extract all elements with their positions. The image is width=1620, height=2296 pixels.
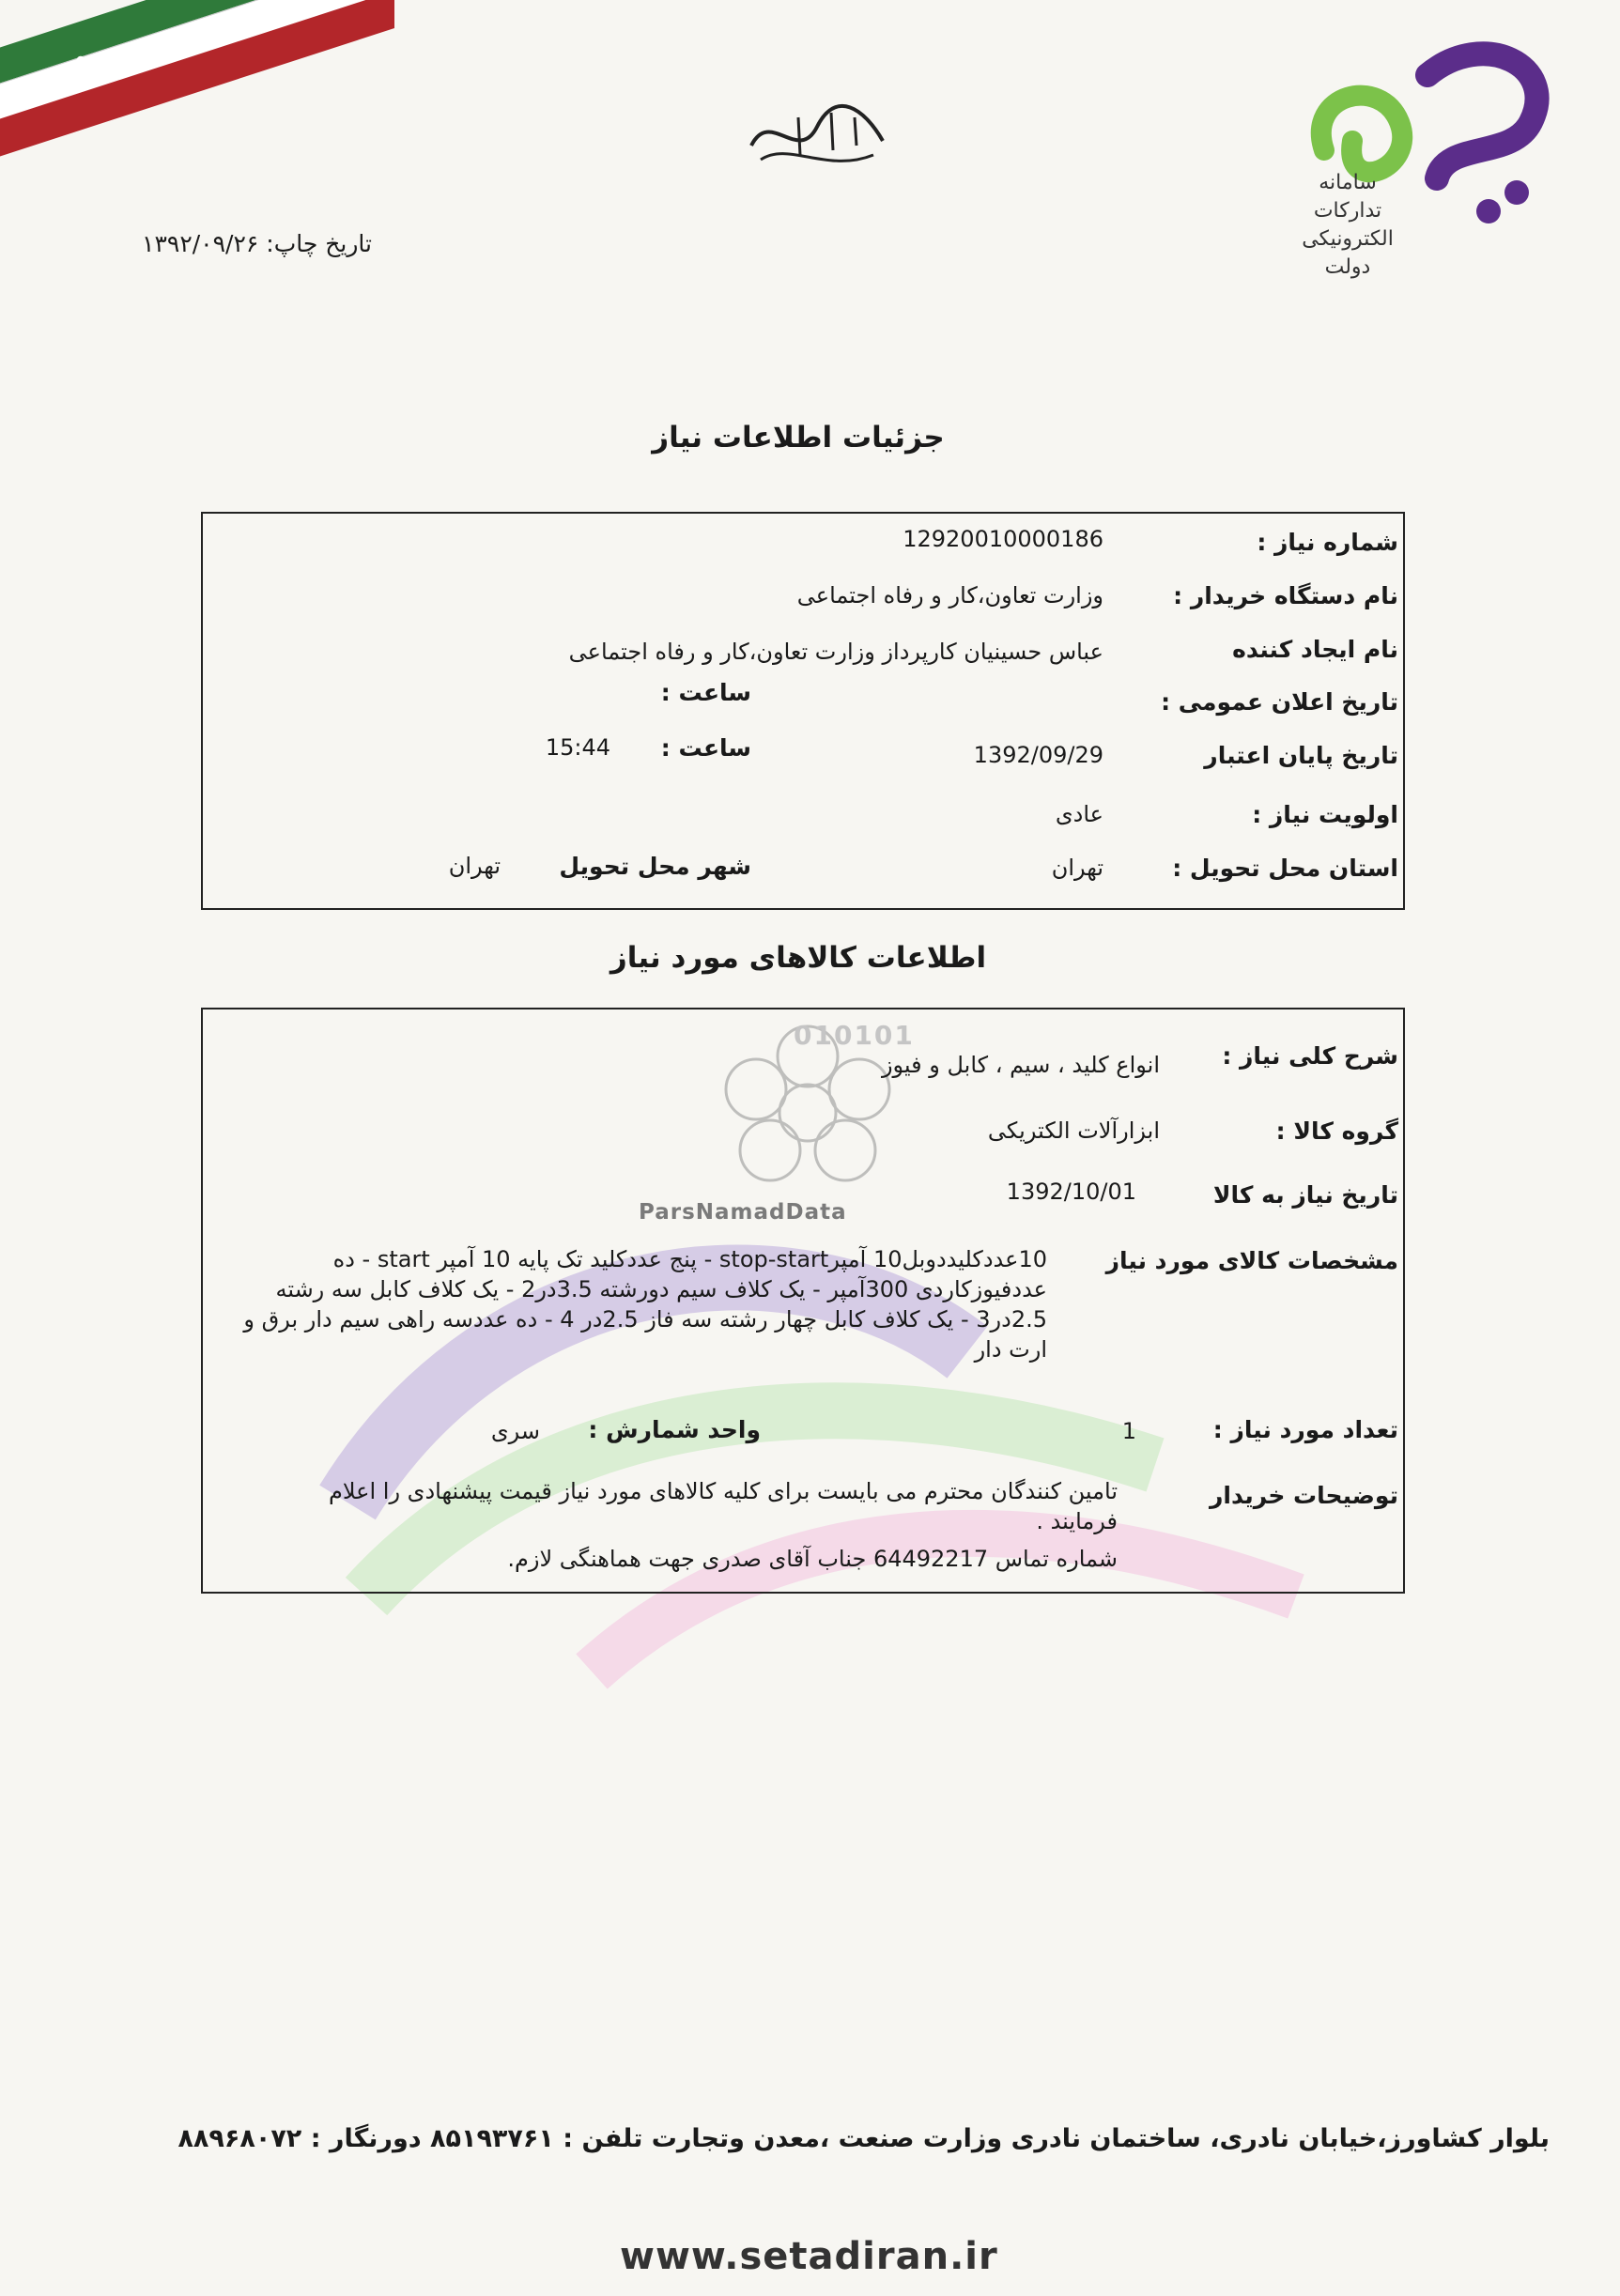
need-date-label: تاریخ نیاز به کالا	[1212, 1181, 1398, 1209]
buyer-org-label: نام دستگاه خریدار :	[1173, 582, 1398, 609]
province: تهران	[1051, 855, 1103, 881]
footer-url: www.setadiran.ir	[620, 2235, 998, 2278]
print-date: تاریخ چاپ: ۱۳۹۲/۰۹/۲۶	[142, 230, 372, 257]
goods-info-title: اطلاعات کالاهای مورد نیاز	[609, 941, 987, 975]
expiry-time-label: ساعت :	[660, 734, 751, 762]
bismillah-calligraphy	[742, 89, 892, 183]
iran-flag-band	[0, 0, 394, 178]
city-label: شهر محل تحویل	[559, 853, 751, 880]
creator-label: نام ایجاد کننده	[1232, 636, 1398, 663]
buyer-org: وزارت تعاون،کار و رفاه اجتماعی	[796, 582, 1103, 609]
iran-emblem-icon: ✿	[69, 51, 93, 84]
need-date: 1392/10/01	[1006, 1179, 1136, 1205]
creator: عباس حسینیان کارپرداز وزارت تعاون،کار و رفاه اجتماعی	[568, 639, 1103, 665]
expiry-date: 1392/09/29	[973, 742, 1103, 768]
city: تهران	[448, 853, 501, 879]
quantity-label: تعداد مورد نیاز :	[1212, 1416, 1398, 1443]
logo-text: سامانه تدارکات الکترونیکی دولت	[1302, 171, 1394, 279]
expiry-time: 15:44	[545, 734, 610, 761]
unit-label: واحد شمارش :	[588, 1416, 761, 1443]
footer-address: بلوار کشاورز،خیابان نادری، ساختمان نادری وزارت صنعت ،معدن وتجارت تلفن : ۸۵۱۹۳۷۶۱ دورنگار : ۸۸۹۶۸۰۷۲	[177, 2124, 1550, 2153]
specs-label: مشخصات کالای مورد نیاز	[1105, 1247, 1398, 1274]
need-details-title: جزئیات اطلاعات نیاز	[652, 421, 945, 455]
goods-group-label: گروه کالا :	[1275, 1117, 1398, 1145]
description: انواع کلید ، سیم ، کابل و فیوز	[881, 1052, 1160, 1078]
buyer-notes-line2: شماره تماس 64492217 جناب آقای صدری جهت هماهنگی لازم.	[507, 1546, 1118, 1572]
description-label: شرح کلی نیاز :	[1222, 1042, 1398, 1070]
buyer-notes-line1: تامین کنندگان محترم می بایست برای کلیه کالاهای مورد نیاز قیمت پیشنهادی را اعلام فرمایند .	[329, 1478, 1118, 1534]
expiry-date-label: تاریخ پایان اعتبار	[1204, 742, 1398, 769]
watermark-digits: 010101	[794, 1020, 915, 1051]
need-number-label: شماره نیاز :	[1257, 529, 1398, 556]
goods-specs: 10عددکلیددوبل10 آمپرstop-start - پنج عددکلید تک پایه 10 آمپر start - ده عددفیوزکاردی 300آمپر - یک کلاف سیم دورشته 3.5در2 - یک کلاف کابل سه رشته 2.5در3 - یک کلاف کابل چهار رشته سه فاز 2.5در 4 - ده عددسه راهی سیم دار برق و ارت دار	[243, 1246, 1047, 1363]
need-number: 12920010000186	[903, 526, 1103, 552]
quantity: 1	[1121, 1418, 1136, 1444]
watermark-text: ParsNamadData	[639, 1200, 847, 1225]
goods-group: ابزارآلات الکتریکی	[987, 1117, 1160, 1144]
buyer-notes-label: توضیحات خریدار	[1209, 1482, 1398, 1509]
province-label: استان محل تحویل :	[1172, 855, 1398, 882]
publish-date-label: تاریخ اعلان عمومی :	[1161, 688, 1398, 716]
publish-time-label: ساعت :	[660, 679, 751, 706]
unit: سری	[490, 1418, 540, 1444]
priority-label: اولویت نیاز :	[1252, 801, 1398, 828]
priority: عادی	[1055, 801, 1103, 827]
